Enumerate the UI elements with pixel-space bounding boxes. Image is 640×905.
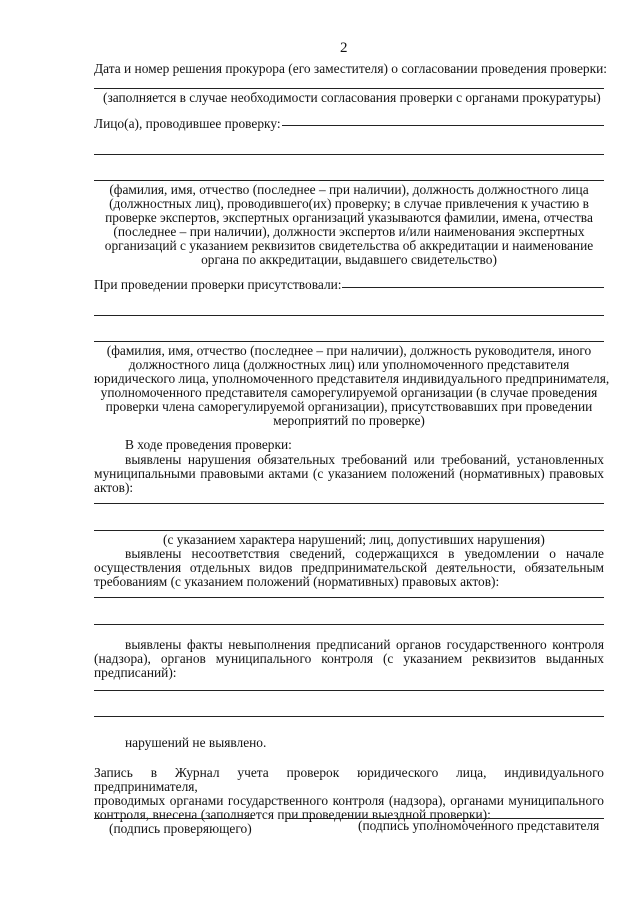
inspector-signature-line [94,818,254,819]
present-note-line: уполномоченного представителя саморегулируемой организации (в случае проведения [100,385,598,400]
inspector-note [94,183,604,267]
no-violations: нарушений не выявлено. [125,735,267,750]
discrepancies-line: выявлены несоответствия сведений, содержащихся в уведомлении о начале [125,546,604,561]
inspector-signature-caption: (подпись проверяющего) [109,821,252,836]
present-note-line: мероприятий по проверке) [273,413,425,428]
present-note-line: должностного лица (должностных лиц) или уполномоченного представителя [128,357,570,372]
nonfulfillment-line: предписаний): [94,665,177,680]
violations-line: актов): [94,480,134,495]
page-number: 2 [340,40,348,56]
nonfulfillment-line-2 [94,716,604,717]
inspector-line-3 [94,180,604,181]
present-note-line: проверки члена саморегулируемой организации), присутствовавших при проведении [105,399,593,414]
violations-line-1 [94,503,604,504]
prosecutor-decision-label: Дата и номер решения прокурора (его заместителя) о согласовании проведения проверки: [94,61,607,76]
inspector-note-line: (должностных лиц), проводившего(их) проверку; в случае привлечения к участию в [109,196,589,211]
present-note-line: (фамилия, имя, отчество (последнее – при наличии), должность руководителя, иного [106,343,592,358]
discrepancies-text [94,547,604,589]
nonfulfillment-line-1 [94,690,604,691]
present-line-3 [94,341,604,342]
representative-signature-caption: (подпись уполномоченного представителя [358,818,600,833]
inspector-line-2 [94,154,604,155]
inspector-note-line: (последнее – при наличии), должности экспертов и/или наименования экспертных [113,224,585,239]
present-line-2 [94,315,604,316]
present-line-1 [342,287,604,288]
prosecutor-decision-note: (заполняется в случае необходимости согласования проверки с органами прокуратуры) [103,90,601,105]
nonfulfillment-line: (надзора), органов муниципального контроля (с указанием реквизитов выданных [94,651,604,666]
violations-line: муниципальными правовыми актами (с указанием положений (нормативных) правовых [94,466,604,481]
journal-line: контроля, внесена (заполняется при проведении выездной проверки): [94,807,491,822]
inspector-line-1 [282,125,604,126]
inspector-note-line: (фамилия, имя, отчество (последнее – при наличии), должность должностного лица [109,182,589,197]
journal-line: Запись в Журнал учета проверок юридического лица, индивидуального предпринимателя, [94,765,604,794]
violations-line-2 [94,530,604,531]
present-label: При проведении проверки присутствовали: [94,277,342,292]
inspector-note-line: органа по аккредитации, выдавшего свидетельство) [201,252,497,267]
journal-text [94,766,604,822]
inspector-label: Лицо(а), проводившее проверку: [94,116,281,131]
nonfulfillment-line: выявлены факты невыполнения предписаний органов государственного контроля [125,637,604,652]
discrepancies-line-2 [94,624,604,625]
inspector-note-line: организаций с указанием реквизитов свидетельства об аккредитации и наименование [104,238,594,253]
present-note [94,343,610,428]
violations-line: выявлены нарушения обязательных требований или требований, установленных [125,452,604,467]
violations-note: (с указанием характера нарушений; лиц, допустивших нарушения) [163,532,545,547]
inspector-note-line: проверке экспертов, экспертных организаций указываются фамилии, имена, отчества [105,210,593,225]
discrepancies-line: осуществления отдельных видов предпринимательской деятельности, обязательным [94,560,604,575]
discrepancies-line: требованиям (с указанием положений (нормативных) правовых актов): [94,574,500,589]
findings-intro: В ходе проведения проверки: [125,437,292,452]
discrepancies-line-1 [94,597,604,598]
journal-line: проводимых органами государственного контроля (надзора), органами муниципального [94,793,604,808]
violations-text [94,453,604,495]
nonfulfillment-text [94,638,604,680]
present-note-line: юридического лица, уполномоченного представителя индивидуального предпринимателя, [94,371,610,386]
prosecutor-decision-line [94,88,604,89]
